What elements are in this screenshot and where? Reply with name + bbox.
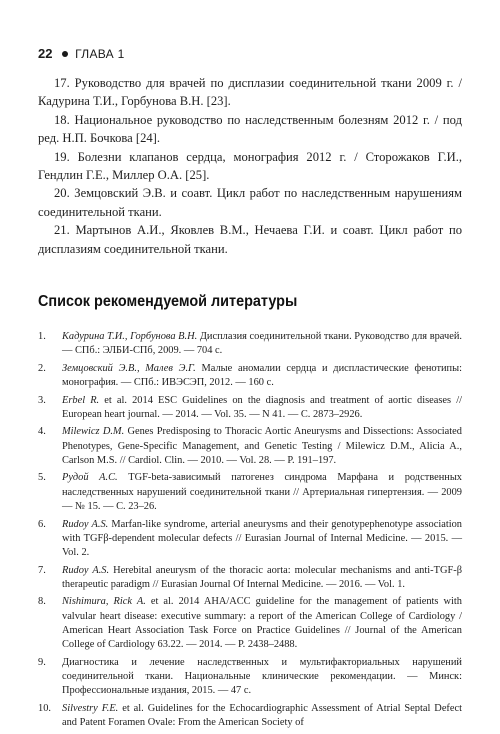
reference-number: 1. bbox=[38, 331, 46, 342]
reference-item bbox=[38, 362, 462, 391]
reference-number: 6. bbox=[38, 518, 46, 530]
reference-body: Marfan-like syndrome, arterial aneurysms and their genotypephenotype association with TGFβ-dependent molecular defects // Eurasian Journal of Internal Medicine. — 2015. — Vol. 2. bbox=[62, 518, 462, 559]
reference-text bbox=[62, 330, 462, 359]
reference-text bbox=[62, 471, 462, 514]
reference-item bbox=[38, 564, 462, 593]
reference-number: 5. bbox=[38, 472, 46, 484]
reference-body: Herebital aneurysm of the thoracic aorta: molecular mechanisms and anti-TGF-β therapeutic paradigm // Eurasian Journal Of Internal Medicine. — 2016. — Vol. 1. bbox=[62, 564, 462, 590]
reference-text bbox=[62, 564, 462, 593]
reference-item bbox=[38, 394, 462, 423]
reference-author: Nishimura, Rick A. bbox=[62, 596, 146, 608]
page-number: 22 bbox=[38, 46, 53, 61]
reference-body: TGF-beta-зависимый патогенез синдрома Марфана и родственных наследственных нарушений соединительной ткани // Артериальная гипертензия. — 2009 — № 15. — С. 23–26. bbox=[62, 472, 462, 513]
reference-number: 3. bbox=[38, 394, 46, 406]
reference-author: Milewicz D.M. bbox=[62, 426, 125, 438]
reference-author: Рудой А.С. bbox=[62, 472, 118, 484]
reference-author: Erbel R. bbox=[62, 394, 100, 406]
reference-number: 10. bbox=[38, 702, 51, 714]
reference-text bbox=[62, 518, 462, 561]
reference-author: Земцовский Э.В., Малев Э.Г. bbox=[62, 362, 196, 374]
reference-text bbox=[62, 702, 462, 731]
reference-list bbox=[38, 330, 462, 734]
reference-number: 4. bbox=[38, 426, 46, 438]
list-item: 20. Земцовский Э.В. и соавт. Цикл работ по наследственным нарушениям соединительной ткани. bbox=[38, 186, 462, 219]
reference-text bbox=[62, 656, 462, 699]
reference-item bbox=[38, 595, 462, 652]
reference-text bbox=[62, 362, 462, 391]
reference-body: et al. 2014 AHA/ACC guideline for the management of patients with valvular heart disease: executive summary: a report of the American College of Cardiology / American Heart Association Task Force on Practice Guidelines // Journal of the American College of Cardiology 63.22. — 2014. — P. 2438–2488. bbox=[62, 596, 462, 651]
reference-body: Genes Predisposing to Thoracic Aortic Aneurysms and Dissections: Associated Phenotypes, Gene-Specific Management, and Genetic Testing / Milewicz D.M., Alicia A., Carlson M.S. // Cardiol. Clin. — 2010. — Vol. 28. — P. 191–197. bbox=[62, 426, 462, 466]
reference-body: Диагностика и лечение наследственных и мультифакториальных нарушений соединительной ткани. Национальные клинические рекомендации. — Минск: Профессиональные издания, 2015. — 47 с. bbox=[62, 656, 462, 697]
running-header bbox=[38, 44, 462, 64]
reference-body: et al. Guidelines for the Echocardiographic Assessment of Atrial Septal Defect and Patent Foramen Ovale: From the American Society of bbox=[62, 702, 462, 729]
list-item: 19. Болезни клапанов сердца, монография 2012 г. / Сторожаков Г.И., Гендлин Г.Е., Миллер О.А. [25]. bbox=[38, 149, 462, 183]
reference-body: Дисплазия соединительной ткани. Руководство для врачей. — СПб.: ЭЛБИ-СПб, 2009. — 704 с. bbox=[62, 331, 462, 357]
list-item: 21. Мартынов А.И., Яковлев В.М., Нечаева Г.И. и соавт. Цикл работ по дисплазиям соединительной ткани. bbox=[38, 223, 462, 256]
reference-number: 8. bbox=[38, 596, 46, 608]
reference-item bbox=[38, 518, 462, 561]
reference-author: Silvestry F.E. bbox=[62, 702, 119, 714]
reference-author: Rudoy A.S. bbox=[62, 518, 109, 530]
reference-text bbox=[62, 425, 462, 468]
reference-author: Кадурина Т.И., Горбунова В.Н. bbox=[62, 331, 198, 342]
reference-item bbox=[38, 471, 462, 514]
list-item: 17. Руководство для врачей по дисплазии соединительной ткани 2009 г. / Кадурина Т.И., Горбунова В.Н. [23]. bbox=[38, 76, 462, 109]
section-heading: Список рекомендуемой литературы bbox=[38, 293, 298, 310]
reference-item bbox=[38, 702, 462, 731]
reference-item bbox=[38, 330, 462, 359]
chapter-label: ГЛАВА 1 bbox=[75, 47, 125, 61]
reference-number: 2. bbox=[38, 362, 46, 374]
reference-author: Rudoy A.S. bbox=[62, 564, 110, 576]
reference-item bbox=[38, 425, 462, 468]
reference-text bbox=[62, 394, 462, 423]
reference-body: et al. 2014 ESC Guidelines on the diagnosis and treatment of aortic diseases // European heart journal. — 2014. — Vol. 35. — N 41. — C. 2873–2926. bbox=[62, 394, 462, 420]
previous-source-list bbox=[38, 74, 462, 258]
reference-text bbox=[62, 595, 462, 652]
reference-number: 9. bbox=[38, 656, 46, 668]
bullet-icon bbox=[62, 51, 68, 57]
reference-body: Малые аномалии сердца и диспластические фенотипы: монография. — СПб.: ИВЭСЭП, 2012. — 160 с. bbox=[62, 362, 462, 389]
reference-number: 7. bbox=[38, 564, 46, 576]
list-item: 18. Национальное руководство по наследственным болезням 2012 г. / под ред. Н.П. Бочкова [24]. bbox=[38, 112, 462, 146]
reference-item bbox=[38, 656, 462, 699]
